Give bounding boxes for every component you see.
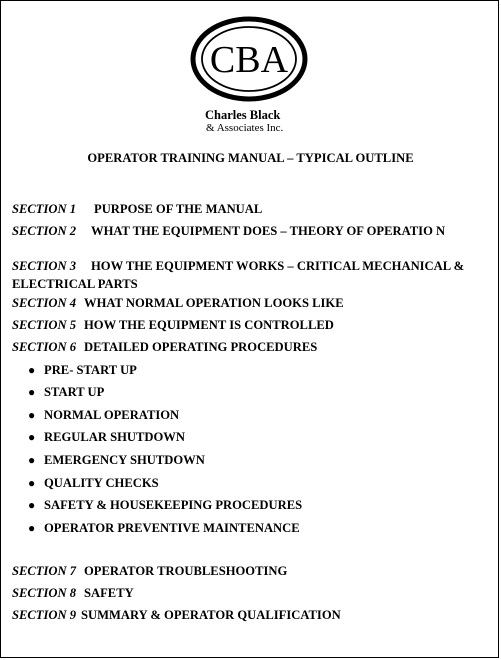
list-item: ● EMERGENCY SHUTDOWN	[28, 453, 205, 467]
section-9: SECTION 9 SUMMARY & OPERATOR QUALIFICATION	[12, 608, 341, 622]
list-item: ● PRE- START UP	[28, 363, 137, 377]
list-item: ● REGULAR SHUTDOWN	[28, 430, 185, 444]
bullet-icon: ●	[28, 385, 36, 399]
logo-initials: CBA	[209, 39, 289, 81]
list-item: ● OPERATOR PREVENTIVE MAINTENANCE	[28, 521, 300, 535]
list-item: ● START UP	[28, 385, 105, 399]
list-item: ● SAFETY & HOUSEKEEPING PROCEDURES	[28, 498, 303, 512]
section-5: SECTION 5 HOW THE EQUIPMENT IS CONTROLLED	[12, 318, 334, 332]
section-3: SECTION 3 HOW THE EQUIPMENT WORKS – CRITICAL MECHANICAL & ELECTRICAL PARTS	[12, 259, 465, 291]
section-2: SECTION 2 WHAT THE EQUIPMENT DOES – THEORY OF OPERATIO N	[12, 224, 446, 238]
bullet-icon: ●	[28, 498, 36, 512]
bullet-icon: ●	[28, 453, 36, 467]
list-item: ● NORMAL OPERATION	[28, 408, 180, 422]
section-6: SECTION 6 DETAILED OPERATING PROCEDURES	[12, 340, 318, 354]
company-name: Charles Black	[205, 108, 281, 122]
bullet-icon: ●	[28, 521, 36, 535]
section-8: SECTION 8 SAFETY	[12, 586, 134, 600]
section-7: SECTION 7 OPERATOR TROUBLESHOOTING	[12, 564, 288, 578]
bullet-icon: ●	[28, 408, 36, 422]
bullet-icon: ●	[28, 430, 36, 444]
bullet-icon: ●	[28, 476, 36, 490]
list-item: ● QUALITY CHECKS	[28, 476, 159, 490]
section-1: SECTION 1 PURPOSE OF THE MANUAL	[12, 202, 263, 216]
cba-logo	[189, 14, 309, 104]
document-title: OPERATOR TRAINING MANUAL – TYPICAL OUTLINE	[87, 151, 414, 165]
bullet-icon: ●	[28, 363, 36, 377]
company-subtitle: & Associates Inc.	[206, 122, 284, 134]
section-4: SECTION 4 WHAT NORMAL OPERATION LOOKS LIKE	[12, 296, 344, 310]
